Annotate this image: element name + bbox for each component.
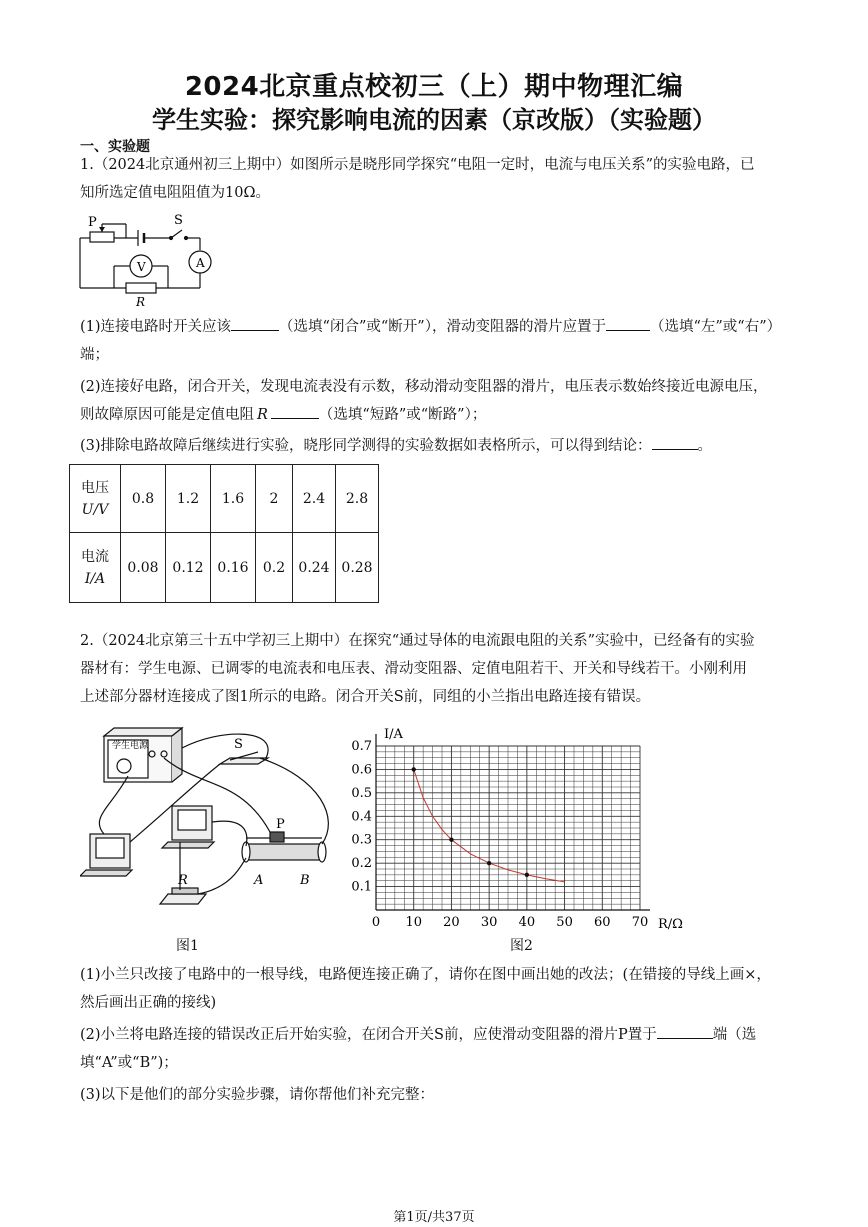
- table-cell: 0.28: [336, 533, 379, 603]
- q2-sub1-line1: (1)小兰只改接了电路中的一根导线，电路便连接正确了，请你在图中画出她的改法；(在错接的导线上画×，: [80, 967, 771, 983]
- slider-arrow: [99, 227, 105, 232]
- q1-stem-line1: 1.（2024北京通州初三上期中）如图所示是晓彤同学探究“电阻一定时，电流与电压关系”的实验电路，已: [80, 157, 755, 173]
- power-label: 学生电源: [112, 741, 149, 751]
- q2-stem-line1: 2.（2024北京第三十五中学初三上期中）在探究“通过导体的电流跟电阻的关系”实验中，已经备有的实验: [80, 633, 755, 649]
- fig2-caption: 图2: [510, 938, 533, 954]
- q1-circuit-diagram: [74, 210, 224, 310]
- blank-5[interactable]: [657, 1024, 713, 1039]
- x-tick-label: 10: [405, 915, 422, 930]
- section-heading: 一、实验题: [80, 139, 150, 155]
- table-cell: 2.4: [293, 465, 336, 533]
- q2-sub3: (3)以下是他们的部分实验步骤，请你帮他们补充完整：: [80, 1087, 435, 1103]
- y-tick-label: 0.3: [351, 832, 372, 848]
- fig1-label-p: P: [276, 817, 285, 832]
- q2-sub2-line1: (2)小兰将电路连接的错误改正后开始实验，在闭合开关S前，应使滑动变阻器的滑片P置于 端（选: [80, 1022, 792, 1048]
- fig1-caption: 图1: [176, 938, 199, 954]
- document-subtitle: 学生实验：探究影响电流的因素（京改版）（实验题）: [152, 106, 716, 134]
- table-cell: 0.8: [121, 465, 166, 533]
- y-tick-label: 0.7: [351, 739, 372, 754]
- table-cell: 1.2: [166, 465, 211, 533]
- label-p: P: [88, 215, 97, 230]
- y-tick-label: 0.4: [351, 809, 372, 825]
- label-r: R: [136, 295, 146, 309]
- rheostat-device: [246, 844, 322, 860]
- y-tick-label: 0.2: [351, 856, 372, 872]
- data-point: [525, 873, 529, 877]
- resistor-device: [160, 894, 206, 904]
- x-tick-label: 0: [371, 915, 381, 930]
- page-footer: 第1页/共37页: [393, 1210, 475, 1225]
- q1-data-table: [69, 464, 379, 603]
- table-cell: 0.2: [256, 533, 293, 603]
- table-cell: 0.08: [121, 533, 166, 603]
- table-row-current: [70, 533, 379, 603]
- blank-4[interactable]: [652, 435, 698, 450]
- fig1-label-a: A: [254, 873, 264, 888]
- document-title: 2024北京重点校初三（上）期中物理汇编: [184, 72, 684, 102]
- q2-sub2-line2: 填“A”或“B”)；: [80, 1055, 178, 1071]
- resistor-rect: [126, 283, 156, 293]
- fig1-label-r: R: [178, 873, 188, 888]
- chart-grid: [376, 746, 640, 910]
- fig1-label-b: B: [300, 873, 310, 888]
- voltage-header: 电压 U/V: [70, 465, 121, 533]
- chart-ticks: [351, 739, 648, 930]
- q1-sub1-line1: (1)连接电路时开关应该 （选填“闭合”或“断开”），滑动变阻器的滑片应置于 （选填“左”或“右”）: [80, 314, 792, 340]
- q1-sub2-line1: (2)连接好电路，闭合开关，发现电流表没有示数，移动滑动变阻器的滑片，电压表示数始终接近电源电压，: [80, 379, 768, 395]
- x-tick-label: 40: [518, 915, 536, 930]
- y-axis-label: I/A: [384, 727, 403, 742]
- y-tick-label: 0.5: [351, 785, 372, 801]
- q2-stem-line3: 上述部分器材连接成了图1所示的电路。闭合开关S前，同组的小兰指出电路连接有错误。: [80, 689, 651, 705]
- figure-1-apparatus: [80, 718, 352, 918]
- q2-sub1-line2: 然后画出正确的接线): [80, 995, 217, 1011]
- table-cell: 2: [256, 465, 293, 533]
- data-point: [412, 767, 416, 771]
- blank-3[interactable]: [271, 404, 319, 419]
- y-tick-label: 0.6: [351, 762, 372, 778]
- x-tick-label: 50: [556, 915, 573, 930]
- table-cell: 2.8: [336, 465, 379, 533]
- current-header: 电流 I/A: [70, 533, 121, 603]
- q1-sub2-line2: 则故障原因可能是定值电阻 R （选填“短路”或“断路”）；: [80, 402, 792, 428]
- data-point: [449, 838, 453, 842]
- data-point: [487, 861, 491, 865]
- rheostat-rect: [90, 232, 114, 242]
- y-tick-label: 0.1: [351, 879, 372, 895]
- label-v: V: [137, 260, 146, 274]
- label-s: S: [174, 213, 183, 228]
- x-tick-label: 70: [631, 915, 649, 930]
- x-tick-label: 20: [443, 915, 460, 930]
- blank-1[interactable]: [231, 316, 279, 331]
- x-axis-label: R/Ω: [658, 917, 683, 932]
- table-cell: 0.12: [166, 533, 211, 603]
- x-tick-label: 30: [480, 915, 498, 930]
- q1-sub3: (3)排除电路故障后继续进行实验，晓彤同学测得的实验数据如表格所示，可以得到结论： 。: [80, 433, 792, 459]
- table-cell: 0.16: [211, 533, 256, 603]
- q1-stem-line2: 知所选定值电阻阻值为10Ω。: [80, 185, 270, 201]
- q2-stem-line2: 器材有：学生电源、已调零的电流表和电压表、滑动变阻器、定值电阻若干、开关和导线若干。小刚利用: [80, 661, 747, 677]
- blank-2[interactable]: [606, 316, 650, 331]
- x-tick-label: 60: [594, 915, 611, 930]
- table-row-voltage: [70, 465, 379, 533]
- q1-sub1-line2: 端；: [80, 347, 109, 363]
- figure-2-chart: [348, 722, 693, 934]
- label-a: A: [196, 256, 205, 270]
- table-cell: 0.24: [293, 533, 336, 603]
- fig1-label-s: S: [234, 737, 243, 752]
- table-cell: 1.6: [211, 465, 256, 533]
